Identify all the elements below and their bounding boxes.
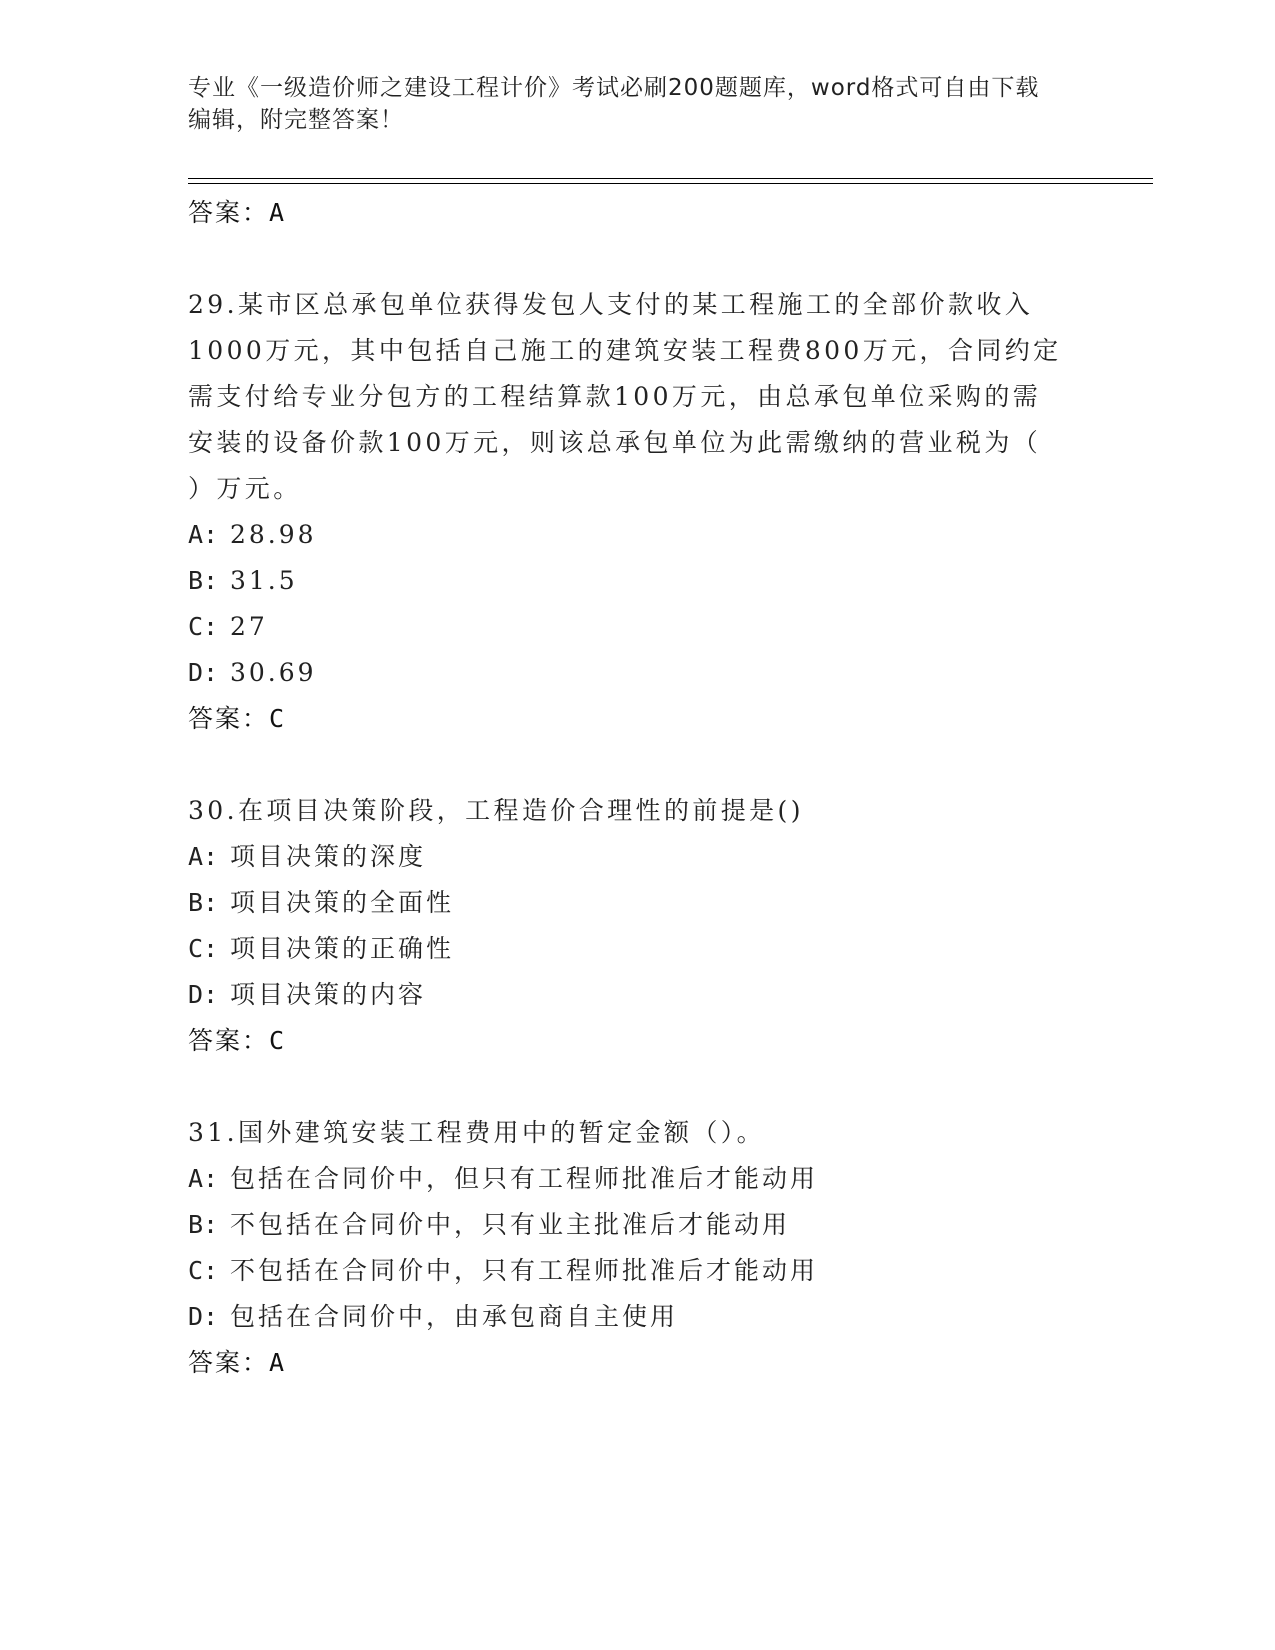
answer-label: 答案： [188,198,270,227]
question-line: 需支付给专业分包方的工程结算款100万元，由总承包单位采购的需 [188,382,1042,411]
option-text: 项目决策的深度 [230,842,427,871]
answer-line [188,1340,1088,1386]
answer-line [188,1018,1088,1064]
option-letter: D: [188,658,219,687]
question-text [188,788,1088,834]
answer-value: C [269,704,287,733]
answer-value: A [269,198,287,227]
option-letter: D: [188,1302,219,1331]
option-letter: B: [188,1210,219,1239]
header-line: 专业《一级造价师之建设工程计价》考试必刷200题题库，word格式可自由下载 [188,75,1040,101]
page-header [188,72,1088,136]
answer-label: 答案： [188,1026,270,1055]
option-text: 不包括在合同价中，只有工程师批准后才能动用 [230,1256,819,1285]
option-letter: B: [188,888,219,917]
option-a [188,512,1088,558]
header-rule [188,183,1153,184]
answer-line [188,696,1088,742]
option-text: 项目决策的全面性 [230,888,455,917]
option-a [188,1156,1088,1202]
option-c [188,1248,1088,1294]
option-a [188,834,1088,880]
option-letter: D: [188,980,219,1009]
option-text: 项目决策的内容 [230,980,427,1009]
option-letter: C: [188,934,219,963]
answer-value: A [269,1348,287,1377]
option-letter: A: [188,842,219,871]
question-line: 29.某市区总承包单位获得发包人支付的某工程施工的全部价款收入 [188,290,1034,319]
option-b [188,558,1088,604]
question-line: 31.国外建筑安装工程费用中的暂定金额（）。 [188,1118,766,1147]
question-text [188,1110,1088,1156]
option-c [188,926,1088,972]
option-letter: A: [188,1164,219,1193]
option-letter: B: [188,566,219,595]
question-list [188,190,1088,1386]
question-line: 30.在项目决策阶段，工程造价合理性的前提是() [188,796,804,825]
option-d [188,650,1088,696]
question-text [188,282,1088,512]
answer-label: 答案： [188,704,270,733]
question-30 [188,788,1088,1064]
option-text: 项目决策的正确性 [230,934,455,963]
option-text: 包括在合同价中，但只有工程师批准后才能动用 [230,1164,819,1193]
option-d [188,972,1088,1018]
option-text: 27 [230,612,268,641]
option-b [188,880,1088,926]
option-text: 包括在合同价中，由承包商自主使用 [230,1302,679,1331]
question-line: 1000万元，其中包括自己施工的建筑安装工程费800万元，合同约定 [188,336,1062,365]
answer-label: 答案： [188,1348,270,1377]
question-line: 安装的设备价款100万元，则该总承包单位为此需缴纳的营业税为（ [188,428,1042,457]
option-text: 28.98 [230,520,317,549]
answer-value: C [269,1026,287,1055]
option-text: 不包括在合同价中，只有业主批准后才能动用 [230,1210,791,1239]
option-text: 30.69 [230,658,317,687]
answer-line [188,190,1088,236]
option-letter: C: [188,612,219,641]
header-rule [188,178,1153,179]
option-c [188,604,1088,650]
option-letter: A: [188,520,219,549]
question-line: ）万元。 [188,474,302,503]
question-29 [188,282,1088,742]
option-text: 31.5 [230,566,298,595]
option-d [188,1294,1088,1340]
option-letter: C: [188,1256,219,1285]
header-line: 编辑，附完整答案！ [188,107,404,133]
question-31 [188,1110,1088,1386]
option-b [188,1202,1088,1248]
